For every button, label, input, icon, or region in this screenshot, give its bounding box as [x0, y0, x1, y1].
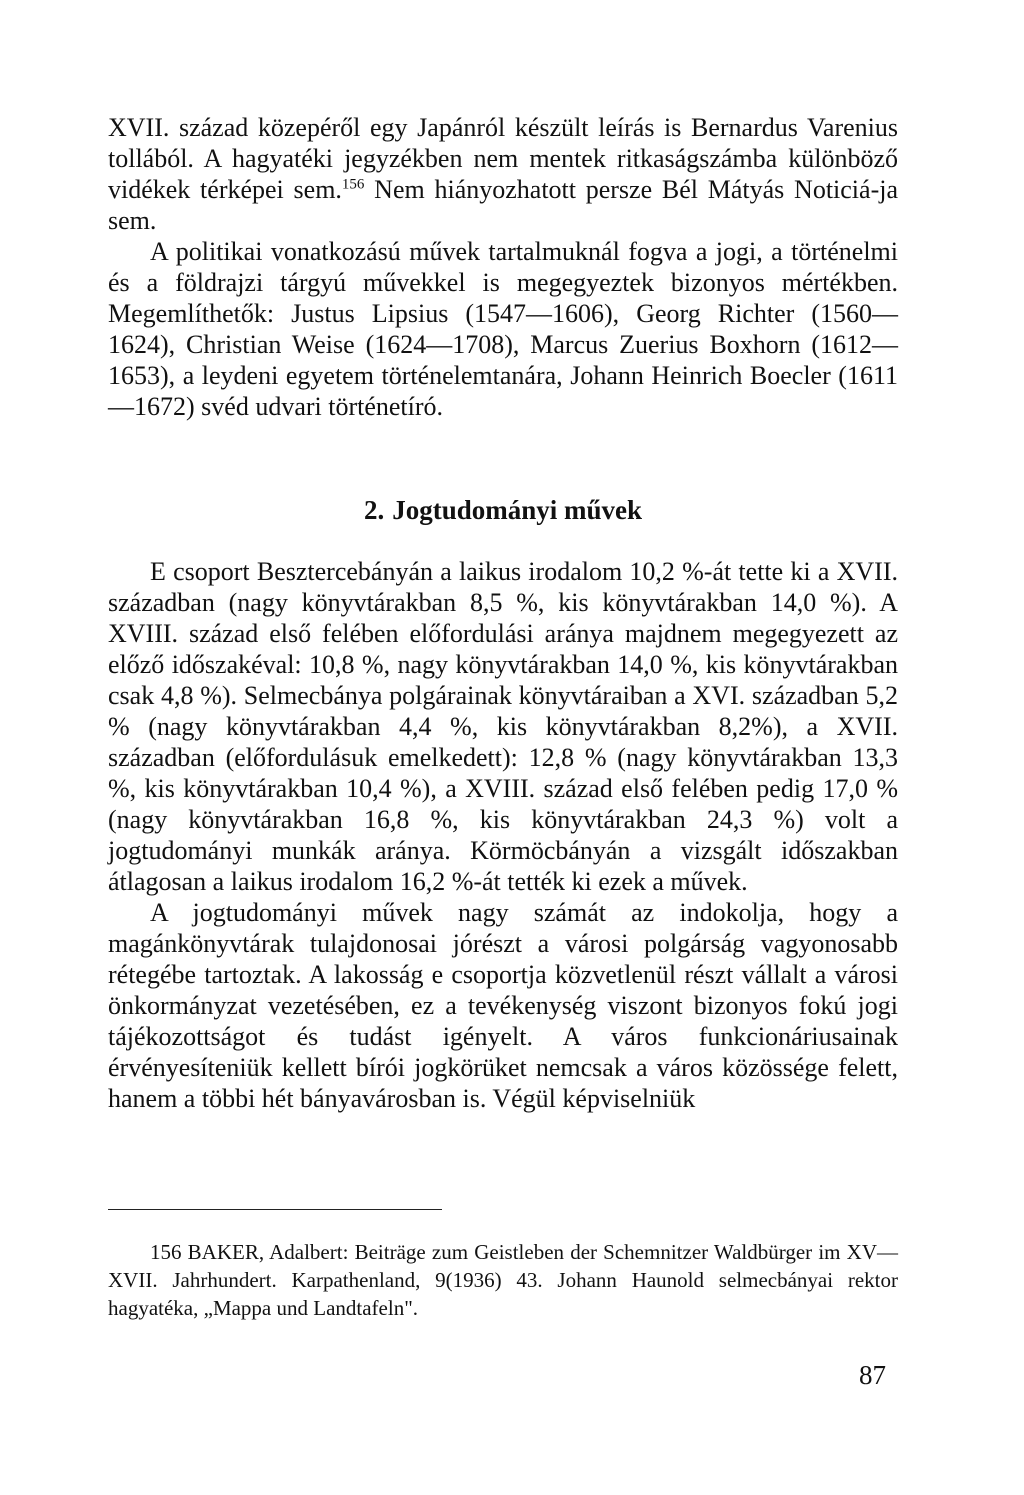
footnote-reference: 156 [341, 176, 365, 193]
section-number: 2. [363, 495, 385, 525]
section-title: Jogtudományi művek [392, 495, 643, 525]
page-body [108, 112, 898, 1114]
footnote: 156 BAKER, Adalbert: Beiträge zum Geistleben der Schemnitzer Waldbürger im XV—XVII. Jahrhundert. Karpathenland, 9(1936) 43. Johann Haunold selmecbányai rektor hagyatéka, „Mappa und Landtafeln". [108, 1240, 898, 1320]
section-heading [108, 494, 898, 526]
paragraph-1-continuation: Nem hiányozhatott persze Bél Mátyás Noticiá-ja sem. [108, 175, 898, 235]
paragraph-1-text: XVII. század közepéről egy Japánról készült leírás is Bernardus Varenius tollából. A hagyatéki jegyzékben nem mentek ritkaságszámba különböző vidékek térképei sem. [108, 113, 898, 204]
footnote-separator [108, 1209, 442, 1210]
paragraph-1 [108, 112, 898, 236]
paragraph-3: E csoport Besztercebányán a laikus irodalom 10,2 %-át tette ki a XVII. században (nagy könyvtárakban 8,5 %, kis könyvtárakban 14,0 %). A XVIII. század első felében előfordulási aránya majdnem megegyezett az előző időszakéval: 10,8 %, nagy könyvtárakban 14,0 %, kis könyvtárakban csak 4,8 %). Selmecbánya polgárainak könyvtáraiban a XVI. században 5,2 % (nagy könyvtárakban 4,4 %, kis könyvtárakban 8,2%), a XVII. században (előfordulásuk emelkedett): 12,8 % (nagy könyvtárakban 13,3 %, kis könyvtárakban 10,4 %), a XVIII. század első felében pedig 17,0 % (nagy könyvtárakban 16,8 %, kis könyvtárakban 24,3 %) volt a jogtudományi munkák aránya. Körmöcbányán a vizsgált időszakban átlagosan a laikus irodalom 16,2 %-át tették ki ezek a művek. [108, 557, 898, 896]
paragraph-4: A jogtudományi művek nagy számát az indokolja, hogy a magánkönyvtárak tulajdonosai jórészt a városi polgárság vagyonosabb rétegébe tartoztak. A lakosság e csoportja közvetlenül részt vállalt a városi önkormányzat vezetésében, ez a tevékenység viszont bizonyos fokú jogi tájékozottságot és tudást igényelt. A város funkcionáriusainak érvényesíteniük kellett bírói jogkörüket nemcsak a város közössége felett, hanem a többi hét bányavárosban is. Végül képviselniük [108, 898, 898, 1113]
paragraph-2: A politikai vonatkozású művek tartalmuknál fogva a jogi, a történelmi és a földrajzi tárgyú művekkel is megegyeztek bizonyos mértékben. Megemlíthetők: Justus Lipsius (1547—1606), Georg Richter (1560—1624), Christian Weise (1624—1708), Marcus Zuerius Boxhorn (1612—1653), a leydeni egyetem történelemtanára, Johann Heinrich Boecler (1611—1672) svéd udvari történetíró. [108, 237, 898, 421]
page-number: 87 [859, 1360, 886, 1390]
